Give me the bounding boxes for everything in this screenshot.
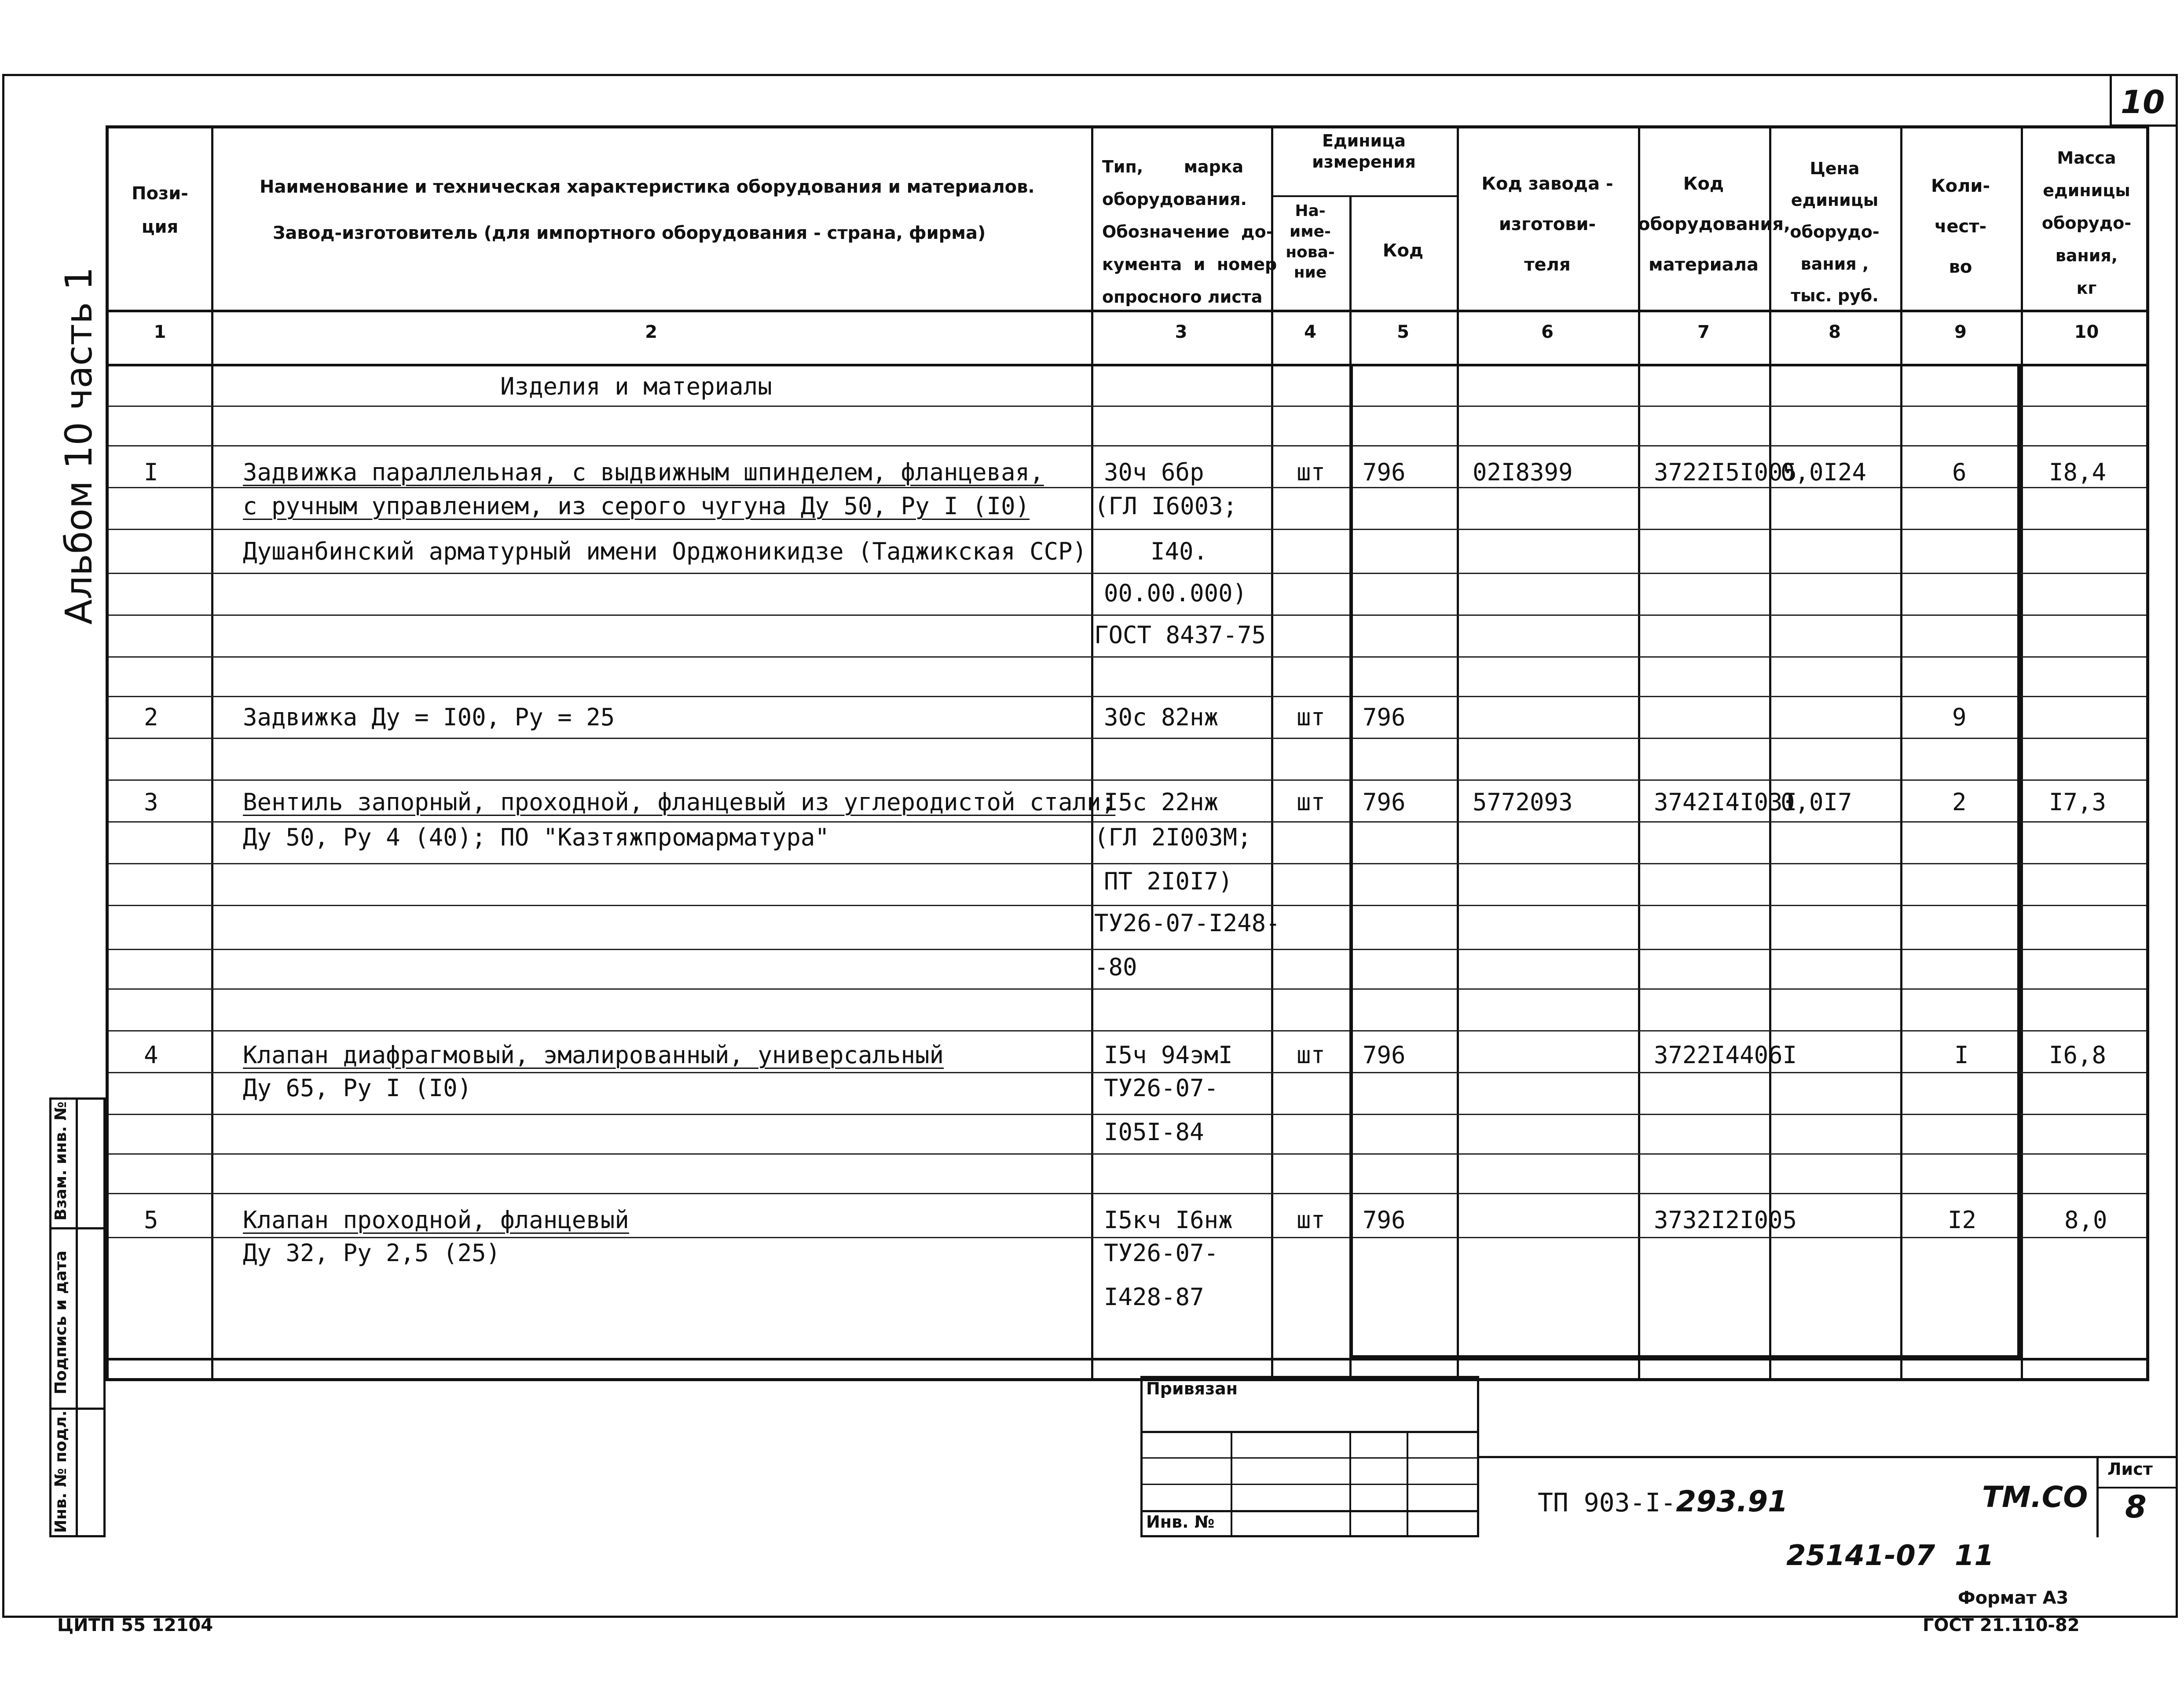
unit-header-line <box>1271 195 1457 197</box>
item-5-name-line-1: Клапан проходной, фланцевый <box>243 1206 629 1234</box>
item-1-type-line-4: 00.00.000) <box>1104 579 1247 607</box>
item-1-name-line-2: с ручным управлением, из серого чугуна Ду 50, Ру I (I0) <box>243 492 1030 520</box>
item-3-type-line-3: ПТ 2I0I7) <box>1104 867 1233 895</box>
linked-stamp-line <box>1143 1484 1477 1485</box>
item-1-factory-code: 02I8399 <box>1473 458 1573 486</box>
doc-suffix: ТМ.СО <box>1982 1480 2088 1514</box>
item-4-material-code: 3722I4406I <box>1654 1041 1797 1069</box>
item-2-position: 2 <box>144 703 158 731</box>
side-stamp-line <box>51 1227 103 1229</box>
colnum-4: 4 <box>1304 322 1316 342</box>
item-3-type-line-4: ТУ26-07-I248- <box>1094 909 1280 937</box>
item-5-qty: I2 <box>1948 1206 1977 1234</box>
item-3-price: 0,0I7 <box>1781 788 1852 816</box>
item-4-mass: I6,8 <box>2049 1041 2107 1069</box>
item-3-mass: I7,3 <box>2049 788 2107 816</box>
linked-stamp-line <box>1143 1431 1477 1433</box>
header-name-line1: Наименование и техническая характеристика оборудования и материалов. <box>260 177 1035 197</box>
col-divider <box>1091 128 1093 1378</box>
item-3-name-line-1: Вентиль запорный, проходной, фланцевый из углеродистой стали; <box>243 788 1116 816</box>
colnum-2: 2 <box>645 322 657 342</box>
item-3-qty: 2 <box>1952 788 1967 816</box>
colnum-6: 6 <box>1541 322 1554 342</box>
item-4-position: 4 <box>144 1041 158 1069</box>
item-3-name-line-2: Ду 50, Ру 4 (40); ПО "Казтяжпромарматура" <box>243 823 829 851</box>
item-2-name-line-1: Задвижка Ду = I00, Ру = 25 <box>243 703 615 731</box>
item-3-material-code: 3742I4I03I <box>1654 788 1797 816</box>
col-divider <box>1900 128 1902 1378</box>
item-5-type-line-3: I428-87 <box>1104 1283 1204 1311</box>
col-divider <box>211 128 213 1378</box>
col-divider <box>2021 128 2023 1378</box>
colnum-9: 9 <box>1954 322 1967 342</box>
item-4-type-line-3: I05I-84 <box>1104 1118 1204 1146</box>
doc-code-prefix: ТП 903-I- <box>1538 1488 1676 1518</box>
side-stamp-line <box>51 1408 103 1410</box>
header-quantity: Коли- чест- во <box>1931 176 1990 277</box>
item-3-unit-code: 796 <box>1363 788 1406 816</box>
header-factory-code: Код завода - изготови- теля <box>1481 174 1613 275</box>
item-5-unit: шт <box>1297 1206 1326 1234</box>
sheet-cell-line <box>2099 1487 2178 1489</box>
album-label: Альбом 10 часть 1 <box>57 267 100 625</box>
item-1-unit-code: 796 <box>1363 458 1406 486</box>
header-type: Тип, марка оборудования. Обозначение до- кумента и номер опросного листа <box>1102 157 1277 307</box>
item-5-material-code: 3732I2I005 <box>1654 1206 1797 1234</box>
item-3-unit: шт <box>1297 788 1326 816</box>
item-1-type-line-5: ГОСТ 8437-75 <box>1094 621 1266 649</box>
header-material-code: Код оборудования, материала <box>1638 174 1791 275</box>
item-1-type-line-1: 30ч 6бр <box>1104 458 1204 486</box>
item-4-name-line-2: Ду 65, Ру I (I0) <box>243 1074 472 1102</box>
item-1-type-line-3: I40. <box>1151 538 1208 565</box>
item-4-type-line-1: I5ч 94эмI <box>1104 1041 1233 1069</box>
item-4-qty: I <box>1954 1041 1969 1069</box>
item-1-material-code: 3722I5I005 <box>1654 458 1797 486</box>
side-stamp-vzam: Взам. инв. № <box>52 1101 70 1221</box>
side-stamp-signature: Подпись и дата <box>52 1251 70 1394</box>
item-5-type-line-2: ТУ26-07- <box>1104 1239 1219 1267</box>
item-5-unit-code: 796 <box>1363 1206 1406 1234</box>
item-1-type-line-2: (ГЛ I6003; <box>1094 492 1238 520</box>
linked-stamp-divider <box>1349 1431 1351 1535</box>
side-stamp-divider <box>76 1100 78 1535</box>
linked-stamp-divider <box>1407 1431 1408 1535</box>
colnum-10: 10 <box>2074 322 2099 342</box>
item-3-position: 3 <box>144 788 158 816</box>
item-2-qty: 9 <box>1952 703 1967 731</box>
item-1-name-line-3: Душанбинский арматурный имени Орджоникидзе (Таджикская ССР) <box>243 538 1087 565</box>
gost-label: ГОСТ 21.110-82 <box>1923 1615 2080 1635</box>
side-stamp-inv: Инв. № подл. <box>52 1410 70 1533</box>
item-4-name-line-1: Клапан диафрагмовый, эмалированный, универсальный <box>243 1041 944 1069</box>
item-3-type-line-5: -80 <box>1094 953 1137 981</box>
doc-code <box>1538 1485 1788 1518</box>
item-3-factory-code: 5772093 <box>1473 788 1573 816</box>
item-3-type-line-2: (ГЛ 2I003М; <box>1094 823 1252 851</box>
item-3-type-line-1: I5с 22нж <box>1104 788 1219 816</box>
colnum-1: 1 <box>154 322 166 342</box>
colnum-8: 8 <box>1829 322 1841 342</box>
item-5-mass: 8,0 <box>2064 1206 2107 1234</box>
format-label: Формат А3 <box>1958 1588 2069 1608</box>
item-1-mass: I8,4 <box>2049 458 2107 486</box>
item-2-unit-code: 796 <box>1363 703 1406 731</box>
handwritten-number: 25141-07 11 <box>1786 1540 1994 1572</box>
colnum-3: 3 <box>1175 322 1187 342</box>
col-divider <box>1271 128 1273 1378</box>
doc-code-number: 293.91 <box>1676 1485 1788 1518</box>
item-4-unit: шт <box>1297 1041 1326 1069</box>
item-1-name-line-1: Задвижка параллельная, с выдвижным шпинделем, фланцевая, <box>243 458 1044 486</box>
colnum-5: 5 <box>1397 322 1409 342</box>
colnum-7: 7 <box>1697 322 1710 342</box>
sheet-value: 8 <box>2125 1489 2147 1525</box>
header-mass: Масса единицы оборудо- вания, кг <box>2041 148 2132 298</box>
item-1-price: 0,0I24 <box>1781 458 1867 486</box>
header-unit-group: Единица измерения <box>1312 131 1416 172</box>
item-1-qty: 6 <box>1952 458 1967 486</box>
header-unit-name: На- име- нова- ние <box>1286 202 1335 282</box>
item-5-name-line-2: Ду 32, Ру 2,5 (25) <box>243 1239 501 1267</box>
citp-label: ЦИТП 55 12104 <box>57 1615 213 1635</box>
specification-table <box>106 125 2149 1381</box>
linked-label: Привязан <box>1146 1379 1238 1398</box>
inv-label: Инв. № <box>1146 1512 1215 1532</box>
item-1-unit: шт <box>1297 458 1326 486</box>
linked-stamp-divider <box>1231 1431 1232 1535</box>
header-unit-code: Код <box>1382 241 1424 261</box>
item-4-unit-code: 796 <box>1363 1041 1406 1069</box>
sheet-label: Лист <box>2107 1459 2153 1479</box>
section-title: Изделия и материалы <box>500 373 772 400</box>
header-price: Цена единицы оборудо- вания , тыс. руб. <box>1790 159 1880 305</box>
item-2-type-line-1: 30с 82нж <box>1104 703 1219 731</box>
header-position: Пози- ция <box>132 183 188 237</box>
header-name-line2: Завод-изготовитель (для импортного оборудования - страна, фирма) <box>273 223 986 243</box>
item-5-type-line-1: I5кч I6нж <box>1104 1206 1233 1234</box>
item-1-position: I <box>144 458 158 486</box>
item-4-type-line-2: ТУ26-07- <box>1104 1074 1219 1102</box>
item-2-unit: шт <box>1297 703 1326 731</box>
item-5-position: 5 <box>144 1206 158 1234</box>
sheet-number-top: 10 <box>2121 84 2165 121</box>
linked-stamp-line <box>1143 1457 1477 1459</box>
